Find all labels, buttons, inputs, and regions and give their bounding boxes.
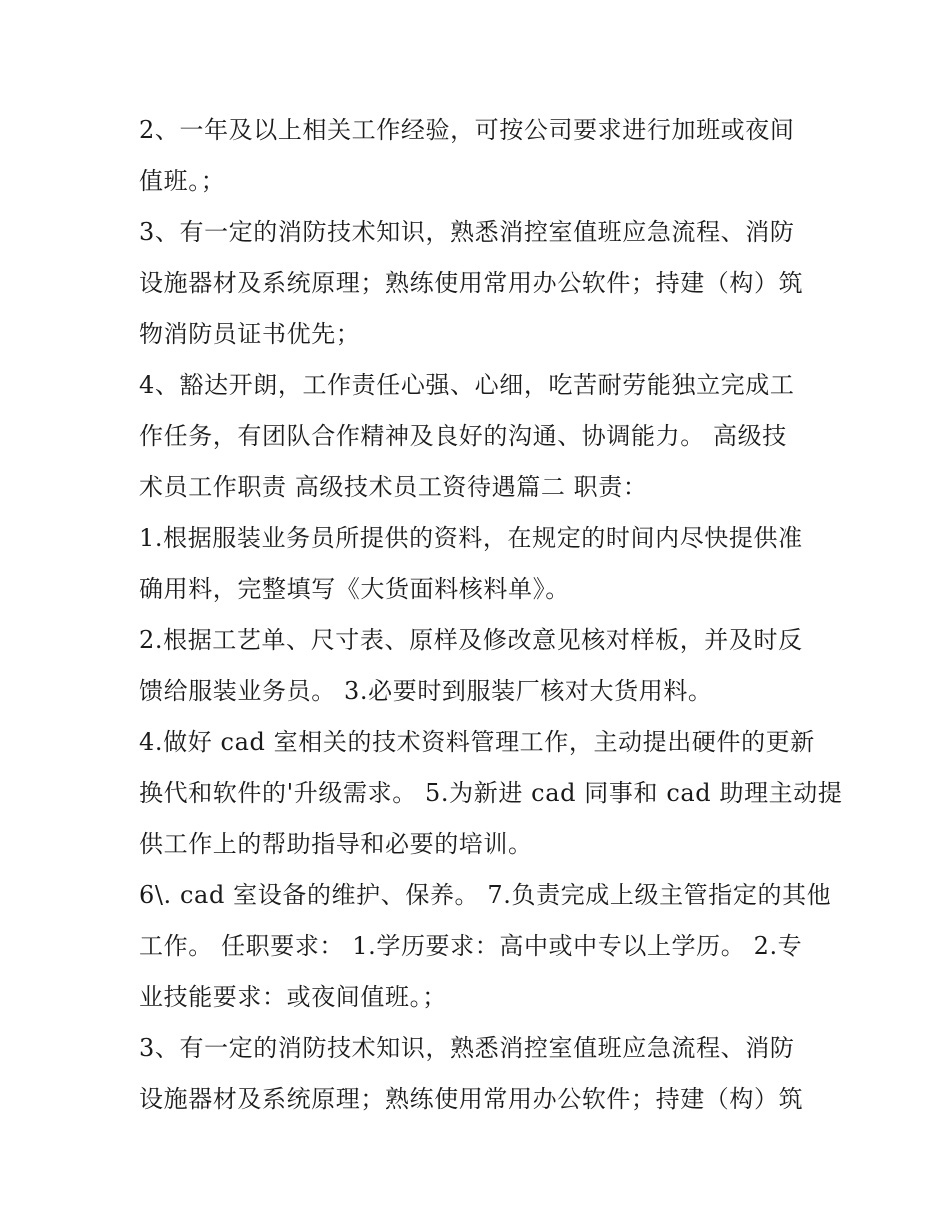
text-line: 业技能要求：或夜间值班。； xyxy=(139,983,447,1011)
text-line: 换代和软件的'升级需求。 5.为新进 cad 同事和 cad 助理主动提 xyxy=(139,779,843,807)
text-line: 馈给服装业务员。 3.必要时到服装厂核对大货用料。 xyxy=(139,677,713,705)
text-line: 3、有一定的消防技术知识，熟悉消控室值班应急流程、消防 xyxy=(139,1034,795,1062)
text-line: 工作。 任职要求： 1.学历要求：高中或中专以上学历。 2.专 xyxy=(139,932,803,960)
text-line: 3、有一定的消防技术知识，熟悉消控室值班应急流程、消防 xyxy=(139,218,795,246)
text-line: 术员工作职责 高级技术员工资待遇篇二 职责： xyxy=(139,473,648,501)
text-line: 供工作上的帮助指导和必要的培训。 xyxy=(139,830,533,858)
text-line: 物消防员证书优先； xyxy=(139,320,361,348)
text-line: 设施器材及系统原理；熟练使用常用办公软件；持建（构）筑 xyxy=(139,1085,804,1113)
text-line: 确用料，完整填写《大货面料核料单》。 xyxy=(139,575,570,603)
document-body xyxy=(139,105,843,1125)
text-line: 4、豁达开朗，工作责任心强、心细，吃苦耐劳能独立完成工 xyxy=(139,371,795,399)
text-line: 2.根据工艺单、尺寸表、原样及修改意见核对样板，并及时反 xyxy=(139,626,803,654)
text-line: 4.做好 cad 室相关的技术资料管理工作，主动提出硬件的更新 xyxy=(139,728,815,756)
text-line: 2、一年及以上相关工作经验，可按公司要求进行加班或夜间 xyxy=(139,116,795,144)
text-line: 1.根据服装业务员所提供的资料，在规定的时间内尽快提供准 xyxy=(139,524,803,552)
text-line: 作任务，有团队合作精神及良好的沟通、协调能力。 高级技 xyxy=(139,422,787,450)
text-line: 值班。； xyxy=(139,167,226,195)
text-line: 6\. cad 室设备的维护、保养。 7.负责完成上级主管指定的其他 xyxy=(139,881,832,909)
text-line: 设施器材及系统原理；熟练使用常用办公软件；持建（构）筑 xyxy=(139,269,804,297)
